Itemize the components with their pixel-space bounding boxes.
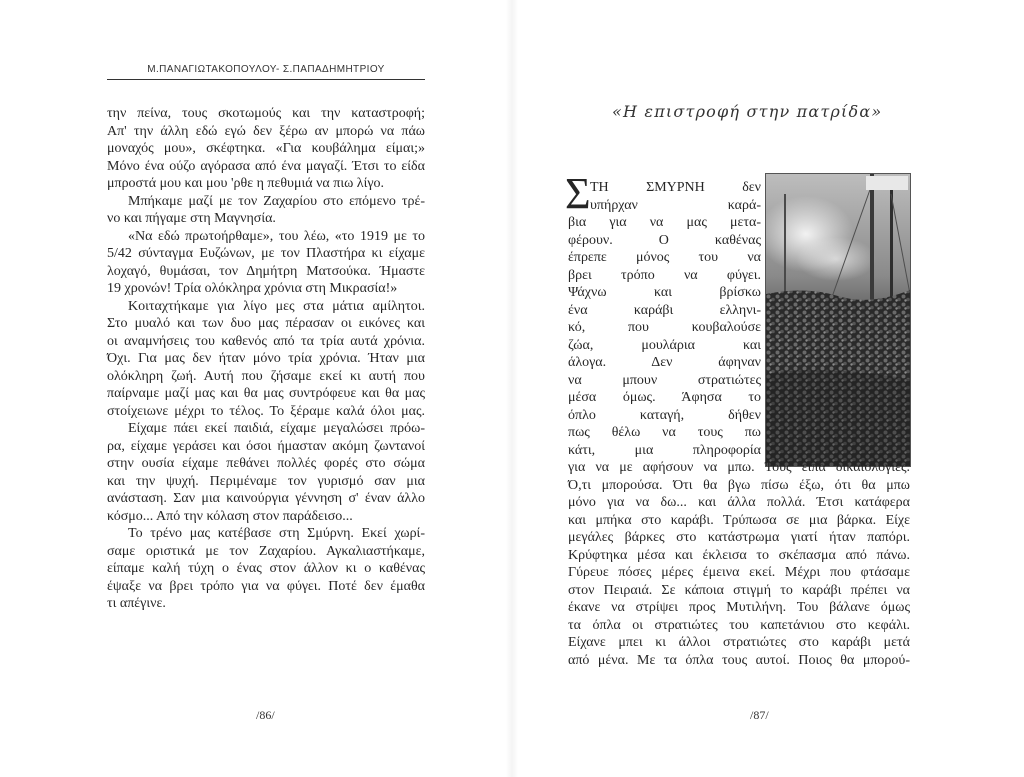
running-head-rule bbox=[107, 79, 425, 80]
photo-mast bbox=[784, 194, 786, 304]
text-line: όπλο καταγή, δήθεν bbox=[568, 407, 761, 423]
text-line: πως θέλω να τους πω bbox=[568, 425, 761, 440]
right-page-full-column bbox=[568, 459, 910, 669]
text-line: τι απέγινε. bbox=[107, 596, 166, 611]
text-line: Μπήκαμε μαζί με τον Ζαχαρίου στο επόμενο τρέ- bbox=[128, 193, 425, 209]
text-line: οι αναμνήσεις του καθενός από τα τρία αυτά χρόνια. bbox=[107, 333, 425, 349]
text-line: στην ουσία είχαμε πεθάνει πολλές φορές στο σώμα bbox=[107, 456, 425, 471]
text-line: άλογα. Δεν άφηναν bbox=[568, 355, 761, 370]
text-line: είπαμε καλή τύχη ο ένας στον άλλον κι ο καθένας bbox=[107, 561, 425, 576]
text-line: από μένα. Με τα όπλα τους αυτοί. Ποιος θα μπορού- bbox=[568, 652, 910, 668]
text-line: μπροστά μου και μου 'ρθε η πεθυμιά να πιω λίγο. bbox=[107, 176, 385, 191]
photo-caption-box bbox=[866, 176, 908, 190]
text-line: βια για να μας μετα- bbox=[568, 215, 761, 230]
text-line: Γύρευε πόσες μέρες έμεινα εκεί. Μέχρι που φτάσαμε bbox=[568, 565, 910, 580]
text-line: ανάσταση. Σαν μια καινούργια γέννηση σ' έναν άλλο bbox=[107, 491, 425, 506]
book-gutter bbox=[506, 0, 518, 777]
text-line: έψαξε να βρει τρόπο για να φύγει. Ποτέ δεν έμαθα bbox=[107, 578, 425, 594]
text-line: Στο μυαλό και των δυο μας πέρασαν οι εικόνες και bbox=[107, 316, 425, 331]
running-head: Μ.ΠΑΝΑΓΙΩΤΑΚΟΠΟΥΛΟΥ- Σ.ΠΑΠΑΔΗΜΗΤΡΙΟΥ bbox=[147, 64, 385, 75]
text-line: στοίχειωνε μέχρι το τέλος. Το ξέραμε καλά όλοι μας. bbox=[107, 403, 425, 419]
text-line: και μπήκα στο καράβι. Τρύπωσα σε μια βάρκα. Είχε bbox=[568, 512, 910, 528]
photo-smoke-plume bbox=[796, 237, 876, 281]
text-line: Είχαμε πάει εκεί παιδιά, είχαμε μεγαλώσει πρόω- bbox=[128, 421, 425, 436]
text-line: μοναχός μου», σκέφτηκα. «Για κουβάλημα είμαι;» bbox=[107, 141, 425, 156]
text-line: να μπουν στρατιώτες bbox=[568, 372, 761, 388]
text-line: Ό,τι μπορούσα. Ότι θα βγω πίσω έξω, ότι θα μπω bbox=[568, 477, 910, 493]
text-line: έπρεπε μόνος του να bbox=[568, 250, 761, 265]
text-line: Είχανε μπει κι άλλοι στρατιώτες στο καράβι μετά bbox=[568, 635, 910, 650]
text-line: ρα, είχαμε γεράσει και όσοι ήμασταν ακόμη ζωντανοί bbox=[107, 438, 425, 454]
text-line: Το τρένο μας κατέβασε στη Σμύρνη. Εκεί χωρί- bbox=[128, 526, 425, 541]
text-line: κάτι, μια πληροφορία bbox=[568, 442, 761, 458]
text-line: τα όπλα οι στρατιώτες του καπετάνιου στο κεφάλι. bbox=[568, 617, 910, 633]
left-page-body bbox=[107, 105, 425, 613]
text-line: «Να εδώ πρωτοήρθαμε», του λέω, «το 1919 με το bbox=[128, 228, 425, 244]
text-line: ένα καράβι ελληνι- bbox=[568, 302, 761, 318]
page-number-right: /87/ bbox=[750, 708, 769, 722]
text-line: κό, που κουβαλούσε bbox=[568, 320, 761, 335]
text-line: ΤΗ ΣΜΥΡΝΗ δεν bbox=[590, 180, 761, 195]
text-line: την πείνα, τους σκοτωμούς και την καταστροφή; bbox=[107, 106, 425, 121]
text-line: Κρύφτηκα μέσα και έκλεισα το σκέπασμα από πάνω. bbox=[568, 547, 910, 563]
text-line: φέρουν. Ο καθένας bbox=[568, 232, 761, 248]
text-line: μεγάλες βάρκες στο κατάστρωμα γιατί ήταν παπόρι. bbox=[568, 530, 910, 545]
text-line: Όχι. Για μας δεν ήταν μόνο τρία χρόνια. Ήταν μια bbox=[107, 351, 425, 366]
text-line: σαμε οριστικά με τον Ζαχαρίου. Αγκαλιαστήκαμε, bbox=[107, 543, 425, 559]
text-line: Κοιταχτήκαμε για λίγο μες στα μάτια αμίλητοι. bbox=[128, 298, 425, 314]
photo-refugee-ship bbox=[765, 173, 911, 467]
text-line: Ψάχνω και βρίσκω bbox=[568, 285, 761, 300]
text-line: λοχαγό, θυμάσαι, τον Δημήτρη Ματσούκα. Ήμαστε bbox=[107, 263, 425, 279]
text-line: Μόνο ένα ούζο αγόρασα από ένα μαγαζί. Έτσι το είδα bbox=[107, 158, 425, 174]
text-line: μέσα όμως. Άφησα το bbox=[568, 390, 761, 405]
text-line: στον Πειραιά. Σε κάποια στιγμή το καράβι πρέπει να bbox=[568, 582, 910, 598]
page-number-left: /86/ bbox=[256, 708, 275, 722]
text-line: βρει τρόπο να φύγει. bbox=[568, 267, 761, 283]
text-line: για να με αφήσουν να μπω. Τους είπα δικαιολογίες. bbox=[568, 460, 910, 475]
text-line: νο και πήγαμε στη Μαγνησία. bbox=[107, 211, 276, 226]
text-line: Απ' την άλλη εδώ εγώ δεν ξέρω αν μπορώ να πάω bbox=[107, 123, 425, 139]
text-line: ζώα, μουλάρια και bbox=[568, 337, 761, 353]
text-line: κόσμο... Από την κόλαση στον παράδεισο... bbox=[107, 508, 353, 524]
right-page-narrow-column bbox=[568, 179, 761, 459]
chapter-title: «Η επιστροφή στην πατρίδα» bbox=[612, 102, 883, 121]
text-line: 19 χρονών! Τρία ολόκληρα χρόνια στη Μικρασία!» bbox=[107, 281, 398, 296]
text-line: υπήρχαν καρά- bbox=[590, 197, 761, 213]
text-line: μόνο για να δω... και άλλα πολλά. Έτσι κατάφερα bbox=[568, 495, 910, 510]
photo-crowd-shadow bbox=[766, 370, 910, 466]
text-line: παίρναμε μαζί μας και θα μας συντρόφευε και θα μας bbox=[107, 386, 425, 401]
text-line: και την ψυχή. Περιμέναμε τον γυρισμό σαν μια bbox=[107, 473, 425, 489]
text-line: 5/42 σύνταγμα Ευζώνων, με τον Πλαστήρα κι είχαμε bbox=[107, 246, 425, 261]
drop-cap: Σ bbox=[565, 169, 591, 218]
text-line: έκανε να στρίψει προς Μυτιλήνη. Του βάλανε όμως bbox=[568, 600, 910, 615]
text-line: ολόκληρη ζωή. Αυτή που ζήσαμε εκεί κι αυτή που bbox=[107, 368, 425, 384]
